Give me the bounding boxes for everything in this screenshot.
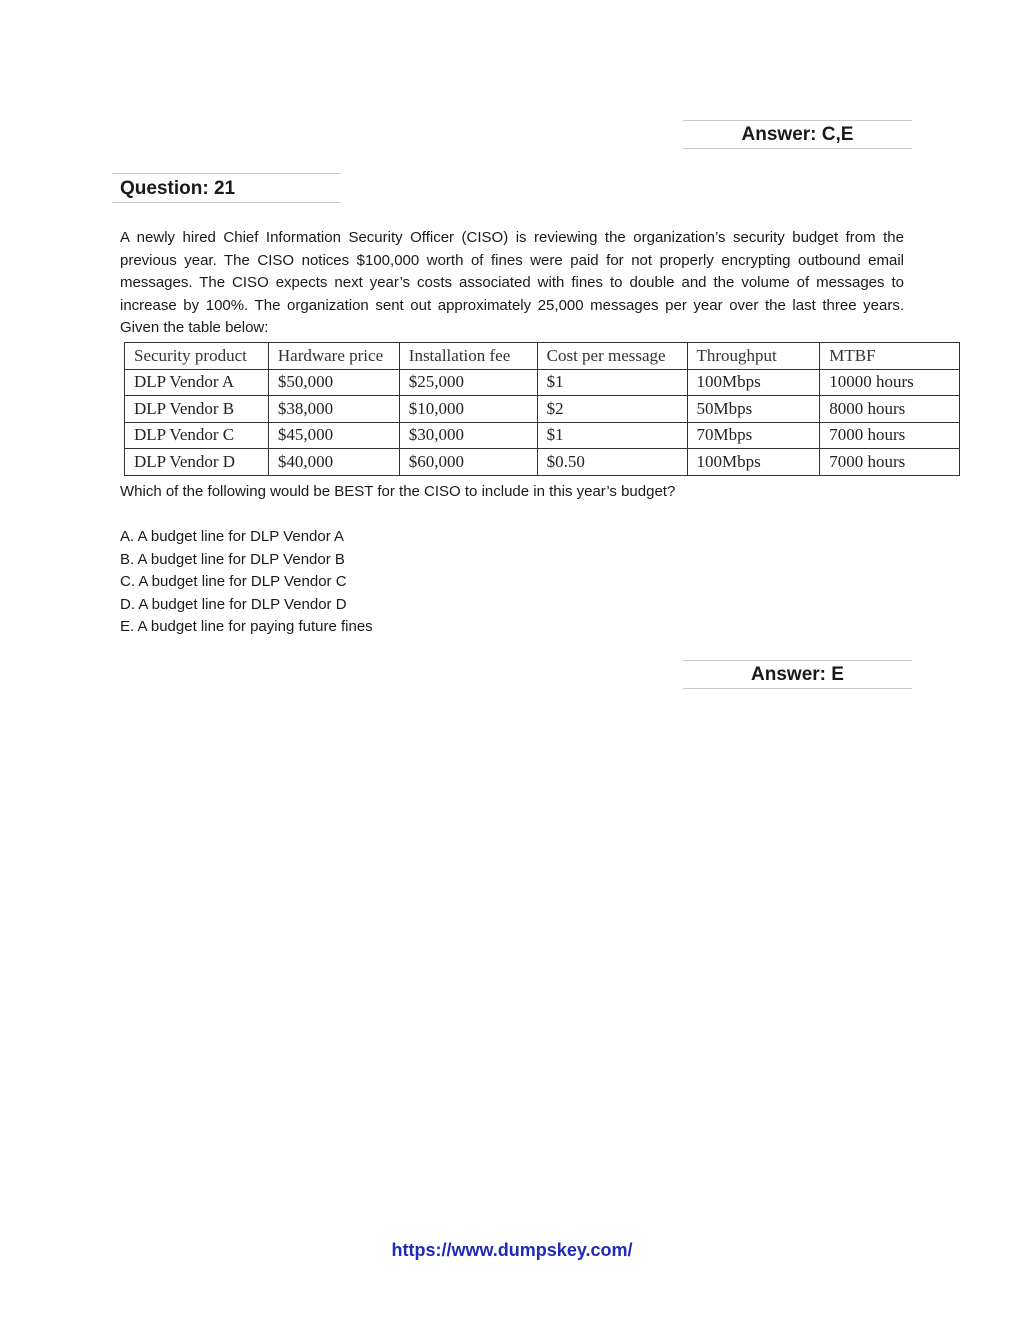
previous-answer-box: Answer: C,E bbox=[683, 120, 912, 149]
table-cell: $40,000 bbox=[268, 449, 399, 476]
table-cell: DLP Vendor D bbox=[125, 449, 269, 476]
header-hardware-price: Hardware price bbox=[268, 343, 399, 370]
footer-url-link[interactable]: https://www.dumpskey.com/ bbox=[391, 1240, 633, 1260]
table-cell: $60,000 bbox=[399, 449, 537, 476]
table-cell: DLP Vendor A bbox=[125, 369, 269, 396]
option-b: B. A budget line for DLP Vendor B bbox=[120, 550, 345, 568]
table-cell: 100Mbps bbox=[687, 449, 820, 476]
table-cell: 50Mbps bbox=[687, 396, 820, 423]
header-security-product: Security product bbox=[125, 343, 269, 370]
table-cell: DLP Vendor B bbox=[125, 396, 269, 423]
table-cell: $1 bbox=[537, 369, 687, 396]
table-cell: 7000 hours bbox=[820, 449, 960, 476]
table-header-row bbox=[125, 343, 960, 370]
table-row bbox=[125, 369, 960, 396]
table-cell: $10,000 bbox=[399, 396, 537, 423]
answer-options-list bbox=[120, 526, 373, 639]
option-a: A. A budget line for DLP Vendor A bbox=[120, 528, 345, 545]
option-d: D. A budget line for DLP Vendor D bbox=[120, 595, 347, 613]
vendor-comparison-table bbox=[124, 342, 960, 476]
option-c: C. A budget line for DLP Vendor C bbox=[120, 573, 347, 591]
header-installation-fee: Installation fee bbox=[399, 343, 537, 370]
table-cell: $25,000 bbox=[399, 369, 537, 396]
table-cell: $38,000 bbox=[268, 396, 399, 423]
table-row bbox=[125, 422, 960, 449]
table-cell: 100Mbps bbox=[687, 369, 820, 396]
table-row bbox=[125, 396, 960, 423]
question-prompt: Which of the following would be BEST for the CISO to include in this year’s budget? bbox=[120, 483, 676, 500]
table-row bbox=[125, 449, 960, 476]
question-paragraph: A newly hired Chief Information Security Officer (CISO) is reviewing the organization’s security budget from the previous year. The CISO notices $100,000 worth of fines were paid for not properly encrypting outbound email messages. The CISO expects next year’s costs associated with fines to double and the volume of messages to increase by 100%. The organization sent out approximately 25,000 messages per year over the last three years. Given the table below: bbox=[120, 229, 904, 337]
question-number-heading: Question: 21 bbox=[112, 173, 340, 203]
table-cell: 8000 hours bbox=[820, 396, 960, 423]
table-cell: 10000 hours bbox=[820, 369, 960, 396]
option-e: E. A budget line for paying future fines bbox=[120, 618, 373, 636]
table-cell: $0.50 bbox=[537, 449, 687, 476]
table-cell: $50,000 bbox=[268, 369, 399, 396]
answer-box: Answer: E bbox=[683, 660, 912, 689]
header-throughput: Throughput bbox=[687, 343, 820, 370]
header-mtbf: MTBF bbox=[820, 343, 960, 370]
table-cell: 70Mbps bbox=[687, 422, 820, 449]
table-cell: 7000 hours bbox=[820, 422, 960, 449]
table-cell: $2 bbox=[537, 396, 687, 423]
table-cell: $30,000 bbox=[399, 422, 537, 449]
table-cell: $45,000 bbox=[268, 422, 399, 449]
table-cell: $1 bbox=[537, 422, 687, 449]
header-cost-per-message: Cost per message bbox=[537, 343, 687, 370]
table-cell: DLP Vendor C bbox=[125, 422, 269, 449]
